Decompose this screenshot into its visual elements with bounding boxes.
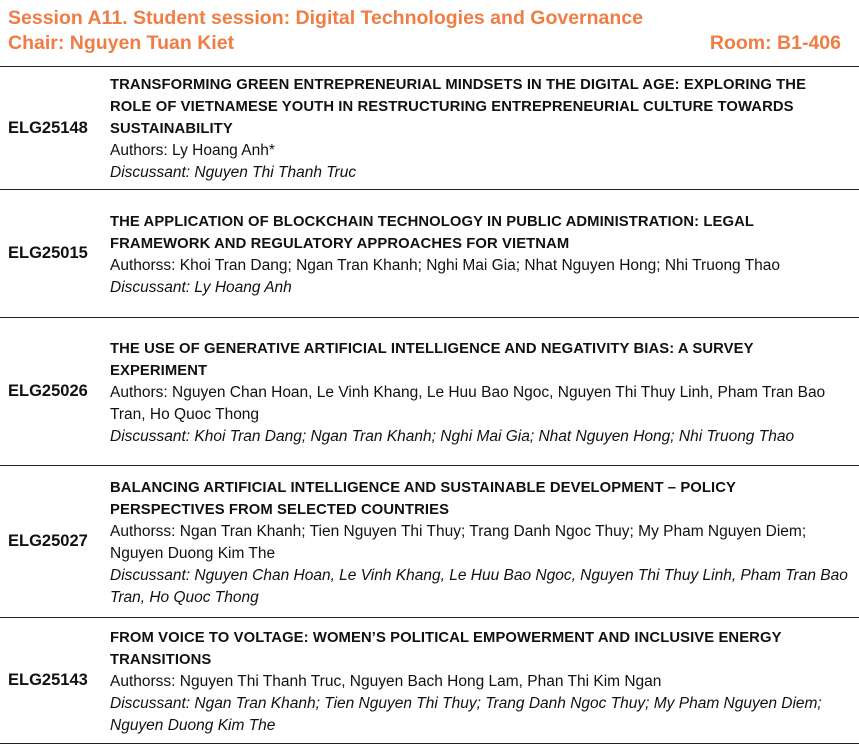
paper-authors: Authors: Nguyen Chan Hoan, Le Vinh Khang, Le Huu Bao Ngoc, Nguyen Thi Thuy Linh, Pham Tran Bao Tran, Ho Quoc Thong bbox=[110, 383, 826, 423]
paper-discussant: Discussant: Nguyen Chan Hoan, Le Vinh Khang, Le Huu Bao Ngoc, Nguyen Thi Thuy Linh, Pham Tran Bao Tran, Ho Quoc Thong bbox=[110, 566, 848, 606]
paper-row bbox=[0, 466, 859, 618]
paper-details bbox=[110, 330, 859, 454]
session-header bbox=[0, 0, 859, 56]
paper-row bbox=[0, 318, 859, 466]
paper-id: ELG25148 bbox=[8, 118, 88, 137]
paper-row bbox=[0, 190, 859, 318]
paper-details bbox=[110, 469, 859, 615]
paper-title: FROM VOICE TO VOLTAGE: WOMEN’S POLITICAL EMPOWERMENT AND INCLUSIVE ENERGY TRANSITIONS bbox=[110, 629, 782, 668]
paper-id: ELG25026 bbox=[8, 382, 88, 400]
session-chair: Chair: Nguyen Tuan Kiet bbox=[8, 32, 235, 54]
paper-title: BALANCING ARTIFICIAL INTELLIGENCE AND SUSTAINABLE DEVELOPMENT – POLICY PERSPECTIVES FROM SELECTED COUNTRIES bbox=[110, 479, 736, 518]
paper-authors: Authorss: Nguyen Thi Thanh Truc, Nguyen Bach Hong Lam, Phan Thi Kim Ngan bbox=[110, 672, 662, 690]
paper-details bbox=[110, 203, 859, 305]
paper-details bbox=[110, 66, 859, 190]
paper-title: THE USE OF GENERATIVE ARTIFICIAL INTELLIGENCE AND NEGATIVITY BIAS: A SURVEY EXPERIMENT bbox=[110, 340, 754, 379]
paper-title: THE APPLICATION OF BLOCKCHAIN TECHNOLOGY IN PUBLIC ADMINISTRATION: LEGAL FRAMEWORK AND REGULATORY APPROACHES FOR VIETNAM bbox=[110, 213, 754, 252]
paper-id: ELG25015 bbox=[8, 244, 88, 262]
paper-id: ELG25027 bbox=[8, 532, 88, 550]
paper-title: TRANSFORMING GREEN ENTREPRENEURIAL MINDSETS IN THE DIGITAL AGE: EXPLORING THE ROLE OF VIETNAMESE YOUTH IN RESTRUCTURING ENTREPRENEURIAL CULTURE TOWARDS SUSTAINABILITY bbox=[110, 77, 807, 137]
paper-row bbox=[0, 67, 859, 190]
paper-details bbox=[110, 619, 859, 743]
paper-list bbox=[0, 67, 859, 744]
paper-authors: Authorss: Khoi Tran Dang; Ngan Tran Khanh; Nghi Mai Gia; Nhat Nguyen Hong; Nhi Truong Thao bbox=[110, 256, 781, 274]
paper-authors: Authorss: Ngan Tran Khanh; Tien Nguyen Thi Thuy; Trang Danh Ngoc Thuy; My Pham Nguyen Diem; Nguyen Duong Kim The bbox=[110, 522, 807, 562]
paper-discussant: Discussant: Ly Hoang Anh bbox=[110, 278, 292, 296]
session-room: Room: B1-406 bbox=[709, 32, 841, 54]
paper-id: ELG25143 bbox=[8, 671, 88, 689]
paper-authors: Authors: Ly Hoang Anh* bbox=[110, 142, 275, 159]
paper-discussant: Discussant: Khoi Tran Dang; Ngan Tran Khanh; Nghi Mai Gia; Nhat Nguyen Hong; Nhi Truong Thao bbox=[110, 427, 795, 445]
session-title: Session A11. Student session: Digital Technologies and Governance bbox=[8, 7, 643, 29]
paper-row bbox=[0, 618, 859, 744]
session-meta bbox=[8, 31, 841, 56]
paper-discussant: Discussant: Nguyen Thi Thanh Truc bbox=[110, 164, 357, 181]
paper-discussant: Discussant: Ngan Tran Khanh; Tien Nguyen Thi Thuy; Trang Danh Ngoc Thuy; My Pham Nguyen Diem; Nguyen Duong Kim The bbox=[110, 694, 822, 734]
